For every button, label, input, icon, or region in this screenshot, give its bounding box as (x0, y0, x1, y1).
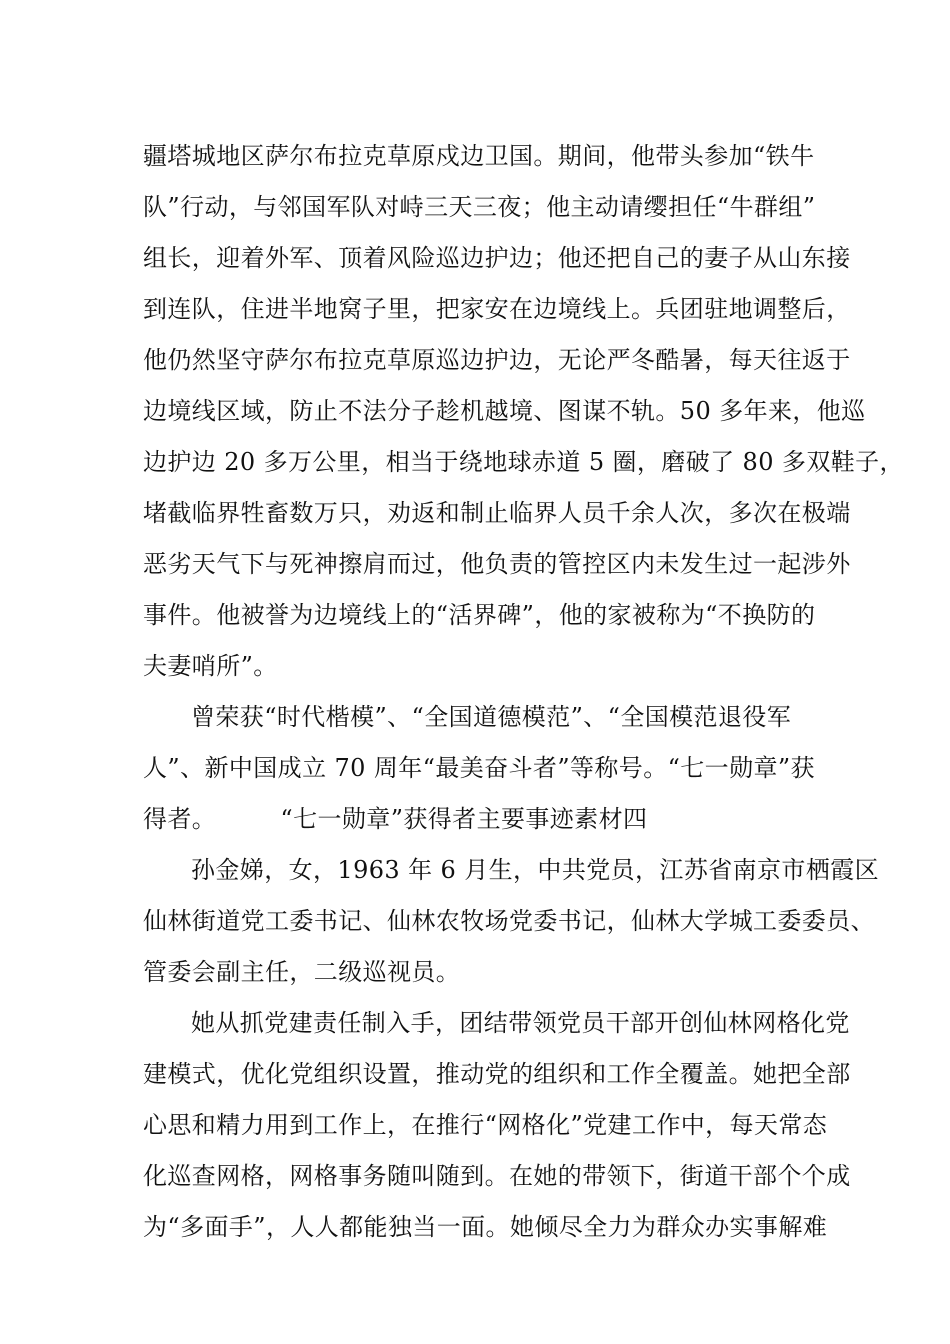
text-line: 疆塔城地区萨尔布拉克草原戍边卫国。期间，他带头参加“铁牛 (143, 142, 815, 170)
text-line: 恶劣天气下与死神擦肩而过，他负责的管控区内未发生过一起涉外 (143, 550, 851, 578)
text-line: 边境线区域，防止不法分子趁机越境、图谋不轨。50 多年来，他巡 (143, 397, 866, 425)
text-line: 为“多面手”，人人都能独当一面。她倾尽全力为群众办实事解难 (143, 1213, 828, 1241)
text-line: 化巡查网格，网格事务随叫随到。在她的带领下，街道干部个个成 (143, 1162, 851, 1190)
text-line: 仙林街道党工委书记、仙林农牧场党委书记，仙林大学城工委委员、 (143, 907, 875, 935)
text-line: 他仍然坚守萨尔布拉克草原巡边护边，无论严冬酷暑，每天往返于 (143, 346, 851, 374)
text-line: 边护边 20 多万公里，相当于绕地球赤道 5 圈，磨破了 80 多双鞋子， (143, 448, 904, 476)
text-line: 夫妻哨所”。 (143, 652, 278, 680)
text-line: 人”、新中国成立 70 周年“最美奋斗者”等称号。“七一勋章”获 (143, 754, 815, 782)
section-heading-line: 得者。 “七一勋章”获得者主要事迹素材四 (143, 805, 648, 833)
text-line: 到连队，住进半地窝子里，把家安在边境线上。兵团驻地调整后， (143, 295, 851, 323)
text-line: 心思和精力用到工作上，在推行“网格化”党建工作中，每天常态 (143, 1111, 828, 1139)
text-line: 建模式，优化党组织设置，推动党的组织和工作全覆盖。她把全部 (143, 1060, 851, 1088)
paragraph-first-line: 孙金娣，女，1963 年 6 月生，中共党员，江苏省南京市栖霞区 (191, 856, 880, 884)
text-line: 组长，迎着外军、顶着风险巡边护边；他还把自己的妻子从山东接 (143, 244, 851, 272)
text-line: 事件。他被誉为边境线上的“活界碑”，他的家被称为“不换防的 (143, 601, 816, 629)
paragraph-first-line: 曾荣获“时代楷模”、“全国道德模范”、“全国模范退役军 (191, 703, 792, 731)
text-line: 队”行动，与邻国军队对峙三天三夜；他主动请缨担任“牛群组” (143, 193, 816, 221)
paragraph-first-line: 她从抓党建责任制入手，团结带领党员干部开创仙林网格化党 (191, 1009, 850, 1037)
text-line: 堵截临界牲畜数万只，劝返和制止临界人员千余人次，多次在极端 (143, 499, 851, 527)
text-line: 管委会副主任，二级巡视员。 (143, 958, 461, 986)
